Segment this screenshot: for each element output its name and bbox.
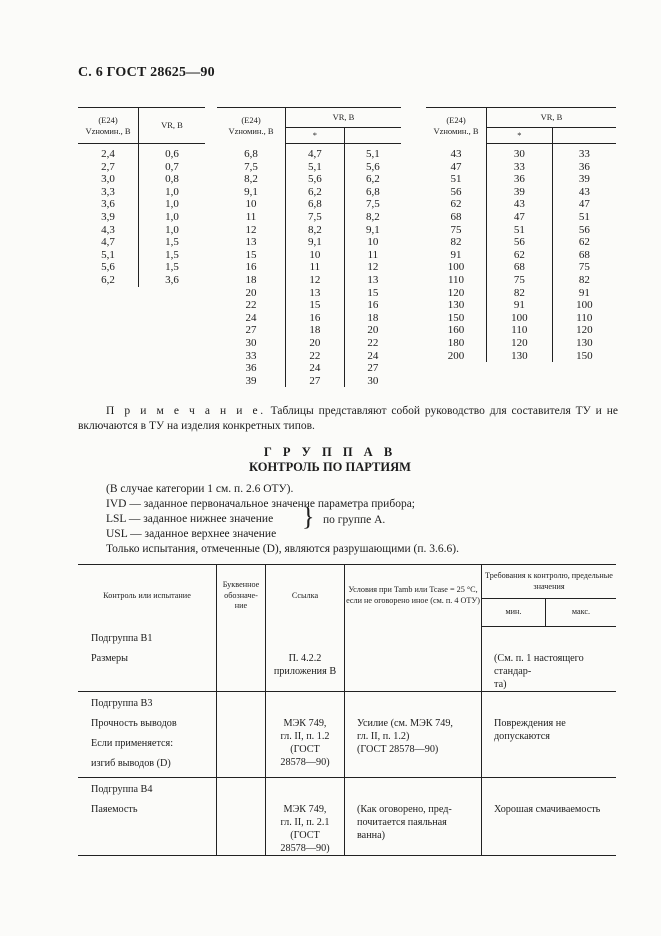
control-requirements-cell-line: (См. п. 1 настоящего стандар- — [494, 653, 584, 677]
control-ref-cell-line: МЭК 749, — [283, 804, 327, 815]
table-row — [217, 173, 401, 186]
table-cell: 43 — [450, 147, 462, 160]
table-cell: 22 — [245, 299, 257, 312]
brace-text: по группе А. — [323, 514, 386, 526]
table-cell: 1,5 — [139, 236, 206, 249]
t3-head-vz: (Е24) Vzномин., В — [433, 114, 479, 136]
table-cell: 30 — [344, 375, 401, 388]
table-row — [78, 186, 205, 199]
group-subtitle: КОНТРОЛЬ ПО ПАРТИЯМ — [249, 460, 411, 474]
def-line-4: USL — заданное верхнее значение — [106, 528, 277, 540]
table-cell: 43 — [487, 198, 553, 211]
table-cell: 110 — [447, 273, 465, 286]
table-cell: 91 — [552, 287, 616, 300]
table-cell: 18 — [344, 312, 401, 325]
table-row — [217, 299, 401, 312]
table-cell: 33 — [487, 161, 553, 174]
table-cell: 39 — [552, 173, 616, 186]
table-cell: 4,3 — [101, 223, 115, 236]
test-name: изгиб выводов (D) — [91, 758, 171, 769]
table-row — [426, 144, 616, 161]
table-cell: 1,0 — [139, 211, 206, 224]
control-requirements-cell — [482, 778, 617, 856]
note-paragraph — [78, 404, 618, 434]
table-cell: 16 — [286, 312, 345, 325]
table-cell: 75 — [487, 274, 553, 287]
control-conditions-cell-line: (Как оговорено, пред- — [357, 804, 452, 815]
table-row — [217, 287, 401, 300]
control-test-cell — [78, 692, 217, 778]
table-cell: 10 — [344, 236, 401, 249]
table-cell: 5,6 — [101, 261, 115, 274]
table-row — [426, 211, 616, 224]
table-cell: 1,5 — [139, 261, 206, 274]
table-row — [78, 198, 205, 211]
table-cell: 13 — [286, 287, 345, 300]
table-row — [217, 161, 401, 174]
table-cell: 6,2 — [344, 173, 401, 186]
table-cell: 22 — [344, 337, 401, 350]
table-cell: 56 — [450, 185, 462, 198]
table-cell: 15 — [245, 248, 257, 261]
control-ref-cell — [266, 627, 345, 692]
table-cell: 5,6 — [286, 173, 345, 186]
table-cell: 20 — [286, 337, 345, 350]
table-row — [426, 261, 616, 274]
table-cell: 1,0 — [139, 186, 206, 199]
table-row — [426, 161, 616, 174]
table-cell: 200 — [447, 349, 465, 362]
table-cell: 15 — [286, 299, 345, 312]
def-line-3: LSL — заданное нижнее значение — [106, 513, 274, 525]
table-cell: 130 — [447, 299, 465, 312]
control-ref-cell-line: (ГОСТ — [290, 744, 320, 755]
control-ref-cell — [266, 778, 345, 856]
control-requirements-cell-line: Хорошая смачиваемость — [494, 804, 601, 815]
control-requirements-cell-line: та) — [494, 679, 507, 690]
table-row — [217, 261, 401, 274]
table-cell: 130 — [487, 350, 553, 363]
control-ref-cell-line: 28578—90) — [280, 757, 330, 768]
table-cell: 10 — [245, 198, 257, 211]
table-cell: 47 — [552, 198, 616, 211]
table-cell: 11 — [245, 210, 257, 223]
table-row — [426, 224, 616, 237]
table-cell: 91 — [450, 248, 462, 261]
control-row — [78, 627, 616, 692]
brace-glyph: } — [302, 502, 315, 531]
control-conditions-cell-line: Усилие (см. МЭК 749, — [357, 718, 453, 729]
table-cell: 6,8 — [344, 186, 401, 199]
table-cell: 130 — [552, 337, 616, 350]
test-name: Размеры — [91, 652, 128, 664]
table-cell: 3,0 — [101, 173, 115, 186]
table-cell: 3,6 — [139, 274, 206, 287]
zener-table-2 — [217, 107, 401, 387]
table-row — [78, 173, 205, 186]
table-row — [217, 324, 401, 337]
table-row — [217, 312, 401, 325]
def-line-5: Только испытания, отмеченные (D), являются разрушающими (п. 3.6.6). — [106, 543, 459, 555]
table-cell: 36 — [245, 362, 257, 375]
t3-head-star: * — [487, 128, 553, 144]
control-ref-cell-line: 28578—90) — [280, 843, 330, 854]
table-cell: 68 — [552, 249, 616, 262]
control-ref-cell — [266, 692, 345, 778]
note-text: Таблицы представляют собой руководство для составителя ТУ и не включаются в ТУ на изделия конкретных типов. — [78, 405, 618, 432]
table-cell: 13 — [245, 236, 257, 249]
table-cell: 9,1 — [244, 185, 258, 198]
test-name: Прочность выводов — [91, 718, 177, 729]
table-cell: 6,8 — [244, 147, 258, 160]
table-cell: 18 — [245, 273, 257, 286]
table-cell: 9,1 — [344, 224, 401, 237]
table-cell: 56 — [552, 224, 616, 237]
table-cell: 47 — [450, 160, 462, 173]
table-cell: 30 — [245, 336, 257, 349]
table-cell: 120 — [487, 337, 553, 350]
table-cell: 5,6 — [344, 161, 401, 174]
table-cell: 51 — [552, 211, 616, 224]
group-heading — [200, 445, 460, 475]
control-requirements-cell-line: Повреждения не допускаются — [494, 718, 566, 742]
head-conditions: Условия при Tamb или Tcase = 25 °C, если не оговорено иное (см. п. 4 ОТУ) — [345, 565, 482, 627]
table-row — [426, 173, 616, 186]
table-cell: 33 — [245, 349, 257, 362]
table-cell: 68 — [450, 210, 462, 223]
table-cell: 27 — [344, 362, 401, 375]
control-conditions-cell-line: (ГОСТ 28578—90) — [357, 744, 439, 755]
control-test-cell — [78, 627, 217, 692]
table-row — [426, 186, 616, 199]
table-row — [426, 324, 616, 337]
table-row — [78, 249, 205, 262]
table-row — [217, 362, 401, 375]
table-cell: 51 — [450, 173, 462, 186]
table-row — [78, 274, 205, 287]
table-row — [78, 236, 205, 249]
t2-head-vr: VR, В — [286, 108, 402, 128]
definitions — [106, 482, 459, 557]
table-cell: 24 — [245, 311, 257, 324]
table-cell: 4,7 — [101, 236, 115, 249]
table-cell: 8,2 — [344, 211, 401, 224]
control-letter-cell — [217, 692, 266, 778]
table-row — [426, 350, 616, 363]
table-cell: 180 — [447, 336, 465, 349]
head-max: макс. — [545, 599, 616, 627]
table-cell: 47 — [487, 211, 553, 224]
control-ref-cell-line: МЭК 749, — [283, 718, 327, 729]
table-cell: 7,5 — [344, 198, 401, 211]
zener-table-3 — [426, 107, 616, 362]
table-cell: 12 — [245, 223, 257, 236]
control-table — [78, 564, 616, 856]
control-requirements-cell — [482, 692, 617, 778]
control-row — [78, 778, 616, 856]
table-cell: 24 — [286, 362, 345, 375]
table-row — [217, 224, 401, 237]
table-cell: 12 — [286, 274, 345, 287]
table-cell: 75 — [552, 261, 616, 274]
table-cell: 120 — [447, 286, 465, 299]
t3-head-empty — [552, 128, 616, 144]
table-cell: 82 — [552, 274, 616, 287]
group-title: Г Р У П П А В — [263, 445, 397, 459]
table-cell: 43 — [552, 186, 616, 199]
table-cell: 7,5 — [286, 211, 345, 224]
table-row — [426, 236, 616, 249]
control-letter-cell — [217, 627, 266, 692]
table-cell: 27 — [245, 324, 257, 337]
table-row — [426, 299, 616, 312]
table-cell: 150 — [447, 311, 465, 324]
table-cell: 68 — [487, 261, 553, 274]
table-cell: 62 — [552, 236, 616, 249]
table-row — [426, 198, 616, 211]
table-cell: 20 — [245, 286, 257, 299]
table-cell: 15 — [344, 287, 401, 300]
control-requirements-cell — [482, 627, 617, 692]
table-row — [426, 249, 616, 262]
table-cell: 10 — [286, 249, 345, 262]
table-cell: 9,1 — [286, 236, 345, 249]
table-cell: 160 — [447, 324, 465, 337]
head-min: мин. — [482, 599, 546, 627]
table-cell: 1,0 — [139, 198, 206, 211]
table-cell: 56 — [487, 236, 553, 249]
table-cell: 6,8 — [286, 198, 345, 211]
table-cell: 5,1 — [286, 161, 345, 174]
table-cell: 18 — [286, 324, 345, 337]
table-cell: 39 — [245, 374, 257, 387]
table-cell: 150 — [552, 350, 616, 363]
table-cell: 62 — [487, 249, 553, 262]
test-name: Если применяется: — [91, 738, 174, 749]
control-ref-cell-line: (ГОСТ — [290, 830, 320, 841]
control-ref-cell-line: гл. II, п. 1.2 — [280, 731, 330, 742]
table-cell: 0,6 — [139, 144, 206, 161]
table-cell: 36 — [487, 173, 553, 186]
table-cell: 91 — [487, 299, 553, 312]
table-cell: 0,8 — [139, 173, 206, 186]
table-cell: 62 — [450, 198, 462, 211]
table-row — [78, 224, 205, 237]
table-cell: 110 — [552, 312, 616, 325]
table-cell: 33 — [552, 144, 616, 161]
subgroup-name: Подгруппа В1 — [91, 632, 153, 644]
control-conditions-cell-line: почитается паяльная — [357, 817, 447, 828]
table-row — [217, 249, 401, 262]
t1-head-vz: (Е24) Vzномин., В — [78, 108, 139, 144]
note-lead: П р и м е ч а н и е. — [106, 405, 266, 417]
control-conditions-cell — [345, 627, 482, 692]
table-cell: 16 — [245, 261, 257, 274]
table-row — [426, 312, 616, 325]
page-header: С. 6 ГОСТ 28625—90 — [78, 65, 215, 80]
table-cell: 8,2 — [244, 173, 258, 186]
table-cell: 22 — [286, 350, 345, 363]
table-cell: 36 — [552, 161, 616, 174]
subgroup-name: Подгруппа В3 — [91, 698, 153, 709]
table-row — [426, 337, 616, 350]
table-cell: 82 — [450, 236, 462, 249]
table-cell: 7,5 — [244, 160, 258, 173]
table-row — [217, 350, 401, 363]
table-row — [78, 211, 205, 224]
table-row — [217, 375, 401, 388]
table-cell: 20 — [344, 324, 401, 337]
table-cell: 82 — [487, 287, 553, 300]
t1-head-vr: VR, В — [139, 108, 206, 144]
table-cell: 13 — [344, 274, 401, 287]
head-test: Контроль или испытание — [103, 590, 191, 600]
control-row — [78, 692, 616, 778]
control-ref-cell-line: гл. II, п. 2.1 — [280, 817, 330, 828]
table-cell: 11 — [286, 261, 345, 274]
head-requirements: Требования к контролю, предельные значения — [482, 565, 617, 599]
table-cell: 30 — [487, 144, 553, 161]
table-row — [78, 161, 205, 174]
table-cell: 51 — [487, 224, 553, 237]
table-cell: 6,2 — [286, 186, 345, 199]
table-cell: 3,9 — [101, 210, 115, 223]
t3-head-vr: VR, В — [487, 108, 617, 128]
table-cell: 75 — [450, 223, 462, 236]
head-letter: Буквенное обозначе- ние — [217, 565, 266, 627]
control-conditions-cell-line: гл. II, п. 1.2) — [357, 731, 410, 742]
table-cell: 2,4 — [101, 148, 115, 160]
def-line-2: IVD — заданное первоначальное значение параметра прибора; — [106, 498, 415, 510]
subgroup-name: Подгруппа В4 — [91, 784, 153, 795]
table-cell: 12 — [344, 261, 401, 274]
table-row — [426, 274, 616, 287]
table-cell: 39 — [487, 186, 553, 199]
control-ref-cell-line: приложения В — [273, 665, 337, 677]
table-cell: 27 — [286, 375, 345, 388]
table-row — [217, 211, 401, 224]
control-conditions-cell — [345, 692, 482, 778]
table-cell: 100 — [552, 299, 616, 312]
table-row — [217, 236, 401, 249]
table-cell: 6,2 — [101, 273, 115, 286]
table-cell: 120 — [552, 324, 616, 337]
table-row — [217, 186, 401, 199]
table-row — [217, 274, 401, 287]
table-cell: 2,7 — [101, 160, 115, 173]
table-row — [217, 337, 401, 350]
table-cell: 100 — [487, 312, 553, 325]
table-row — [426, 287, 616, 300]
control-ref-cell-line: П. 4.2.2 — [288, 652, 322, 664]
control-conditions-cell — [345, 778, 482, 856]
table-cell: 11 — [344, 249, 401, 262]
zener-table-1 — [78, 107, 205, 287]
control-conditions-cell-line: ванна) — [357, 830, 386, 841]
def-line-1: (В случае категории 1 см. п. 2.6 ОТУ). — [106, 483, 294, 495]
table-cell: 3,3 — [101, 185, 115, 198]
table-cell: 1,0 — [139, 224, 206, 237]
table-cell: 16 — [344, 299, 401, 312]
table-cell: 4,7 — [286, 144, 345, 161]
t2-head-empty — [344, 128, 401, 144]
table-cell: 110 — [487, 324, 553, 337]
table-cell: 24 — [344, 350, 401, 363]
t2-head-star: * — [286, 128, 345, 144]
table-cell: 5,1 — [101, 248, 115, 261]
table-cell: 8,2 — [286, 224, 345, 237]
table-cell: 3,6 — [101, 198, 115, 211]
head-ref: Ссылка — [266, 565, 345, 627]
control-test-cell — [78, 778, 217, 856]
table-row — [78, 261, 205, 274]
table-cell: 1,5 — [139, 249, 206, 262]
test-name: Паяемость — [91, 804, 138, 815]
table-row — [217, 198, 401, 211]
table-cell: 5,1 — [344, 144, 401, 161]
table-cell: 100 — [447, 261, 465, 274]
table-cell: 0,7 — [139, 161, 206, 174]
table-row — [217, 144, 401, 161]
table-row — [78, 144, 205, 161]
control-letter-cell — [217, 778, 266, 856]
t2-head-vz: (Е24) Vzномин., В — [228, 114, 274, 136]
